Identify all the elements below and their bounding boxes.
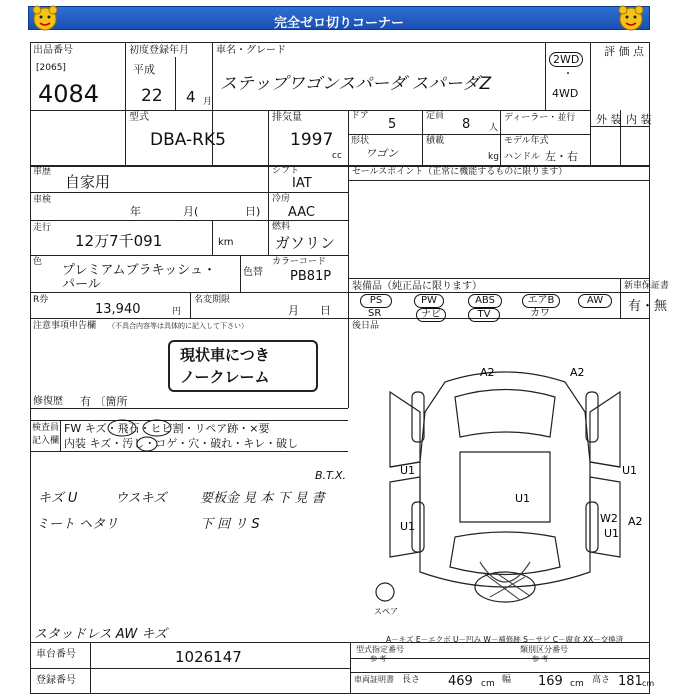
first-reg-year: 22 xyxy=(141,86,163,106)
inspection-day: 日) xyxy=(245,205,261,218)
equipment-airbag: エアB xyxy=(522,294,560,308)
spare-label: スペア xyxy=(374,607,398,616)
displacement-unit: cc xyxy=(332,151,342,161)
capacity-unit: 人 xyxy=(489,123,499,133)
equipment-label: 装備品（純正品に限ります） xyxy=(352,281,482,292)
equipment-tv: TV xyxy=(468,308,500,322)
inspector-label-2: 記入欄 xyxy=(32,436,60,446)
header-banner xyxy=(28,6,650,30)
color-label: 色 xyxy=(33,257,43,267)
model-name-label: 車名・グレード xyxy=(216,45,286,56)
lot-sub-code: [2065] xyxy=(36,63,66,73)
banner-title: 完全ゼロ切りコーナー xyxy=(273,16,404,31)
handwritten-note-6: 下 回 リ S xyxy=(200,517,260,532)
handwritten-note-7: スタッドレス AW キズ xyxy=(34,627,168,642)
first-reg-month: 4 xyxy=(186,88,196,106)
inspection-month: 月( xyxy=(183,205,199,218)
handwritten-note-4: B.T.X. xyxy=(315,469,346,482)
sales-point-label: セールスポイント（正常に機能するものに限ります） xyxy=(352,167,568,177)
new-warranty-value: 有・無 xyxy=(628,299,668,314)
width-unit: cm xyxy=(570,679,584,689)
drive-4wd: 4WD xyxy=(552,87,579,100)
cert-label-1: 型式指定番号 xyxy=(356,645,404,654)
stamp-line1: 現状車につき xyxy=(180,346,270,364)
type-value: DBA-RK5 xyxy=(150,130,226,150)
equipment-abs: ABS xyxy=(468,294,502,308)
doors-label: ドア xyxy=(351,111,369,121)
shift-value: IAT xyxy=(292,176,312,191)
height-label: 高さ xyxy=(592,675,611,685)
name-change-label: 名変期限 xyxy=(194,295,231,305)
mark-u1-left: U1 xyxy=(400,464,416,477)
fuel-label: 燃料 xyxy=(272,222,291,232)
load-unit: kg xyxy=(488,152,499,162)
inspector-label-1: 検査員 xyxy=(32,423,60,433)
notes-label: 注意事項申告欄 xyxy=(33,321,97,331)
handwritten-note-5: ミート ヘタリ xyxy=(36,517,119,532)
inspector-row1: FW キズ・飛石・ヒビ割・リペア跡・×要 xyxy=(64,422,270,435)
repair-label: 修復歴 xyxy=(33,396,63,407)
inspector-circle-marks xyxy=(105,415,175,455)
mark-a2-right: A2 xyxy=(570,366,585,379)
recycle-value: 13,940 xyxy=(95,302,141,317)
chassis-value: 1026147 xyxy=(175,648,242,666)
height-value: 181 xyxy=(618,674,643,689)
bear-mascot-icon xyxy=(616,3,646,33)
name-change-day: 日 xyxy=(320,304,331,317)
load-label: 積載 xyxy=(426,136,445,146)
lot-number: 4084 xyxy=(38,80,100,108)
handle-label: ハンドル xyxy=(504,152,541,162)
equipment-sr: SR xyxy=(368,308,382,319)
length-unit: cm xyxy=(481,679,495,689)
drive-dot: ・ xyxy=(563,69,573,80)
displacement-label: 排気量 xyxy=(272,112,302,123)
name-change-month: 月 xyxy=(288,304,299,317)
length-label: 長さ xyxy=(402,675,421,685)
grade-label: 評 価 点 xyxy=(604,45,644,58)
stamp-line2: ノークレーム xyxy=(180,368,270,386)
lot-label: 出品番号 xyxy=(33,45,73,56)
no-claim-stamp xyxy=(168,340,318,392)
width-value: 169 xyxy=(538,674,563,689)
inspection-year: 年 xyxy=(130,205,141,218)
color-change-label: 色替 xyxy=(243,267,263,278)
type-label: 型式 xyxy=(129,112,149,123)
length-value: 469 xyxy=(448,674,473,689)
color-value-line2: パール xyxy=(62,277,101,292)
first-reg-era: 平成 xyxy=(133,63,155,76)
cooling-label: 冷房 xyxy=(272,194,291,204)
equipment-ps: PS xyxy=(360,294,392,308)
fuel-value: ガソリン xyxy=(275,234,336,252)
cooling-value: AAC xyxy=(288,205,315,220)
capacity-value: 8 xyxy=(462,117,471,132)
doors-value: 5 xyxy=(388,117,397,132)
history-value: 自家用 xyxy=(65,173,111,191)
mark-u1-right: U1 xyxy=(622,464,638,477)
mileage-label: 走行 xyxy=(33,223,52,233)
handwritten-note-1: キズ U xyxy=(38,491,78,506)
cert-label-3: 車両証明書 xyxy=(354,675,394,684)
mark-u1-center: U1 xyxy=(515,492,531,505)
mark-w2: W2 xyxy=(600,512,618,525)
equipment-pw: PW xyxy=(414,294,444,308)
shape-value: ワゴン xyxy=(365,147,398,160)
inspection-label: 車検 xyxy=(33,195,52,205)
model-year-label: モデル年式 xyxy=(504,136,549,146)
width-label: 幅 xyxy=(502,675,512,685)
chassis-label: 車台番号 xyxy=(36,649,76,660)
bear-mascot-icon xyxy=(30,3,60,33)
color-code-value: PB81P xyxy=(290,269,332,284)
recycle-label: R券 xyxy=(33,295,49,305)
history-label: 車歴 xyxy=(33,167,52,177)
cert-label-2: 類別区分番号 xyxy=(520,645,568,654)
first-reg-month-unit: 月 xyxy=(203,97,213,107)
mark-u1-b: U1 xyxy=(604,527,620,540)
displacement-value: 1997 xyxy=(290,130,334,150)
legend-row1: A－キズ E－エクボ U－凹み W－補修跡 S－サビ C－腐食 XX－交換済 xyxy=(386,635,624,644)
handwritten-note-2: ウスキズ xyxy=(115,491,167,506)
grade-exterior: 外 装 xyxy=(596,113,622,126)
mark-u1-left2: U1 xyxy=(400,520,416,533)
mileage-value: 12万7千091 xyxy=(75,232,163,250)
first-reg-label: 初度登録年月 xyxy=(129,45,189,56)
inspector-row2: 内装 キズ・汚し・コゲ・穴・破れ・キレ・破し xyxy=(64,437,299,450)
equipment-navi: ナビ xyxy=(416,308,446,322)
height-unit: cm xyxy=(642,679,655,688)
shape-label: 形状 xyxy=(351,136,370,146)
repair-value: 有 〔箇所 xyxy=(80,395,128,408)
equipment-aw: AW xyxy=(578,294,612,308)
dealer-label: ディーラー・並行 xyxy=(504,113,576,123)
drive-2wd: 2WD xyxy=(549,52,583,67)
color-code-label: カラーコード xyxy=(272,257,327,267)
capacity-label: 定員 xyxy=(426,111,445,121)
notes-sub: （不具合内容等は具体的に記入して下さい） xyxy=(108,322,248,330)
mark-a2-left: A2 xyxy=(480,366,495,379)
color-value-line1: プレミアムブラキッシュ・ xyxy=(62,263,217,278)
mark-a2-side: A2 xyxy=(628,515,643,528)
mileage-unit: km xyxy=(218,237,234,248)
cert-sub-2: 参 考 xyxy=(532,655,549,663)
model-name-value: ステップワゴンスパーダ スパーダZ xyxy=(220,74,492,94)
registration-label: 登録番号 xyxy=(36,675,76,686)
equipment-leather: カワ xyxy=(530,308,550,319)
rear-seat-label: 後日品 xyxy=(352,321,380,331)
handle-value: 左・右 xyxy=(545,150,578,163)
shift-label: シフト xyxy=(272,166,300,176)
car-damage-diagram xyxy=(360,352,650,622)
recycle-unit: 円 xyxy=(172,307,182,317)
handwritten-note-3: 要板金 見 本 下 見 書 xyxy=(200,491,325,506)
cert-sub-1: 参 考 xyxy=(370,655,387,663)
grade-interior: 内 装 xyxy=(626,113,652,126)
new-warranty-label: 新車保証書 xyxy=(624,281,670,291)
